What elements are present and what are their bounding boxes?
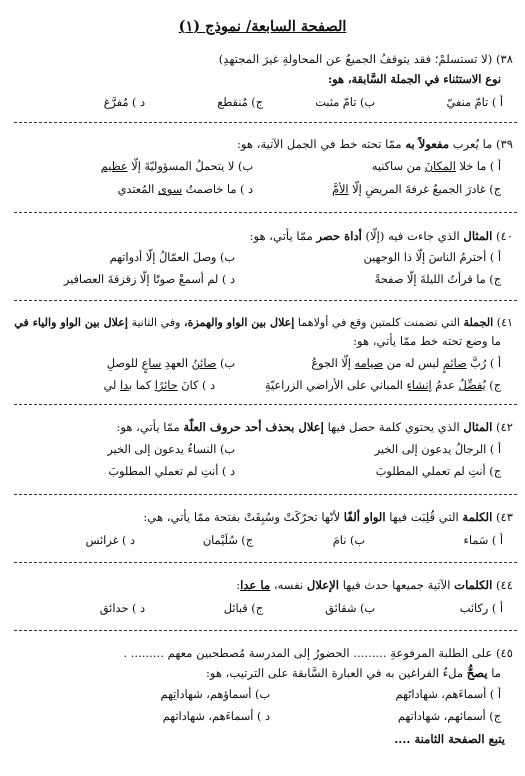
divider [14,494,517,495]
q39-option-c: ج) غادرَ الجميعُ غرفةَ المريضِ إلّا الأمَّ [332,183,501,196]
q40-option-c: ج) ما قرأتُ الليلةَ إلّا صفحةً [374,273,501,286]
divider [14,122,517,123]
q45-option-a: أ ) أسماءَهم، شهاداتَهم [395,688,501,701]
q39-option-d: د ) ما خاصمتُ سوى المُعتدي [117,183,253,196]
question-41: ٤١) الجملة التي تضمنت كلمتين وقع في أولاهما إعلال بين الواو والهمزة، وفي الثانية إعلال بين الواو والياء في [14,316,513,329]
q38-option-d: د ) مُفرَّغ [103,96,145,109]
q42-option-b: ب) النساءُ يدعون إلى الخير [107,443,235,456]
q41-option-b: ب) صائنُ العهدِ ساعٍ للوصلِ [106,357,235,370]
page-title: الصفحة السابعة/ نموذج (١) [178,18,347,35]
q42-option-d: د ) أنتِ لم تعملي المطلوبَ [108,465,235,478]
q42-option-c: ج) أنتِ لم تعملي المطلوبَ [375,465,501,478]
question-39: ٣٩) ما يُعرب مفعولاً به ممّا تحته خط في الجمل الآتية، هو: [237,137,513,151]
q45-option-d: د ) أسماءَهم، شهاداتهم [162,710,270,723]
question-43: ٤٣) الكلمة التي قُلِبَت فيها الواو ألفًا لأنّها تحرّكَتْ وسُبِقَتْ بفتحة ممّا يأتي، هي: [143,510,513,524]
q44-option-c: ج) قبائل [223,602,263,615]
question-45-prompt: ما يصحُّ ملءُ الفراغين به في العبارة السَّابقة على الترتيب، هو: [205,666,501,680]
divider [14,212,517,213]
q39-option-b: ب) لا يتحملُ المسؤوليّةَ إلّا عظيم [100,160,253,173]
q43-option-d: د ) غرائس [85,534,135,547]
q41-option-c: ج) يُفضِّلُ عدمُ إنشاءِ المباني على الأراضي الزراعيّةِ [264,379,501,392]
q40-option-a: أ ) أحترمُ الناسَ إلّا ذا الوجهين [363,251,501,264]
question-42: ٤٢) المثال الذي يحتوي كلمة حصل فيها إعلال بحذف أحد حروف العلّة ممّا يأتي، هو: [116,420,513,434]
q39-option-a: أ ) ما خلا المكانَ من ساكنيه [371,160,501,173]
q40-option-d: د ) لم أسمعْ صوتًا إلّا زقزقةَ العصافير [63,273,235,286]
question-45: ٤٥) على الطلبة المرفوعةِ ......... الحضورُ إلى المدرسة مُصطحبين معهم ......... . [123,646,513,660]
q44-option-d: د ) حدائق [99,602,145,615]
q41-option-a: أ ) رُبَّ صائمٍ ليس له من صيامه إلّا الجوعُ [311,357,501,370]
divider [14,630,517,631]
question-38: ٣٨) (لا تستسلمْ؛ فقد يتوقفُ الجميعُ عن المحاولةِ غيرَ المجتهدِ) [218,52,513,66]
q45-option-b: ب) أسماؤهم، شهاداتِهم [160,688,270,701]
divider [14,300,517,301]
q38-option-c: ج) مُنقطع [217,96,263,109]
q44-option-b: ب) شقائق [325,602,375,615]
divider [14,404,517,405]
q40-option-b: ب) وصلَ العمّالُ إلّا أدواتهم [109,251,235,264]
continue-footer: يتبع الصفحة الثامنة .... [394,732,505,746]
q44-option-a: أ ) ركائب [459,602,503,615]
question-44: ٤٤) الكلمات الآتية جميعها حدث فيها الإعلال نفسه، ما عدا: [236,578,513,592]
question-40: ٤٠) المثال الذي جاءت فيه (إلّا) أداة حصر ممّا يأتي، هو: [249,229,513,243]
q38-option-b: ب) تامّ مثبت [315,96,375,109]
q43-option-b: ب) نامَ [332,534,365,547]
question-41-line2: ما وضع تحته خط ممّا يأتي، هو: [353,334,501,348]
q43-option-a: أ ) سَماء [463,534,503,547]
q43-option-c: ج) سُلَيْمان [202,534,253,547]
q45-option-c: ج) أسمائهم، شهاداتهم [397,710,501,723]
divider [14,562,517,563]
q41-option-d: د ) كانَ حائرًا كما بدا لي [103,379,215,392]
q42-option-a: أ ) الرجالُ يدعون إلى الخير [374,443,501,456]
q38-option-a: أ ) تامّ منفيّ [446,96,503,109]
question-38-prompt: نوع الاستثناء في الجملة السَّابقة، هو: [327,72,501,86]
